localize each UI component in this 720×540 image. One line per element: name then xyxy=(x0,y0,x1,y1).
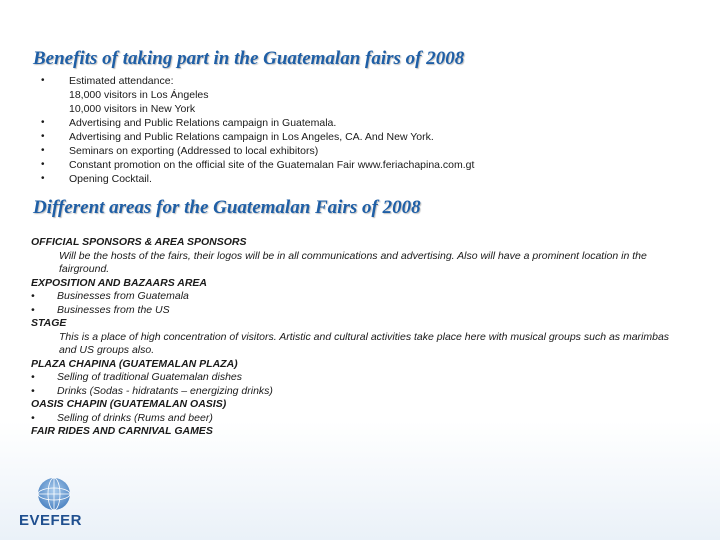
logo-text: EVEFER xyxy=(19,512,83,529)
area-heading: OFFICIAL SPONSORS & AREA SPONSORS xyxy=(31,236,247,248)
benefit-item: • Advertising and Public Relations campaign in Los Angeles, CA. And New York. xyxy=(38,130,474,144)
benefit-item: • Seminars on exporting (Addressed to local exhibitors) xyxy=(38,144,474,158)
benefit-item: 10,000 visitors in New York xyxy=(69,103,196,115)
area-heading: EXPOSITION AND BAZAARS AREA xyxy=(31,276,207,289)
area-bullet: • Businesses from the US xyxy=(31,304,681,318)
benefit-item: • Estimated attendance: xyxy=(38,74,474,88)
area-heading: STAGE xyxy=(31,317,67,329)
slide-title-areas: Different areas for the Guatemalan Fairs of 2008 xyxy=(33,197,421,218)
slide-title-benefits: Benefits of taking part in the Guatemalan fairs of 2008 xyxy=(33,48,465,69)
benefits-list xyxy=(38,74,474,186)
area-bullet: • Selling of traditional Guatemalan dishes xyxy=(31,371,681,385)
area-bullet: • Drinks (Sodas - hidratants – energizing drinks) xyxy=(31,385,681,399)
area-heading: OASIS CHAPIN (GUATEMALAN OASIS) xyxy=(31,398,227,410)
area-bullet: • Selling of drinks (Rums and beer) xyxy=(31,412,681,426)
benefit-item: • Constant promotion on the official site of the Guatemalan Fair www.feriachapina.com.gt xyxy=(38,158,474,172)
area-bullet: • Businesses from Guatemala xyxy=(31,290,681,304)
benefit-item: 18,000 visitors in Los Ángeles xyxy=(69,89,209,101)
areas-list xyxy=(31,236,681,439)
benefit-item: • Advertising and Public Relations campaign in Guatemala. xyxy=(38,116,474,130)
benefit-item: • Opening Cocktail. xyxy=(38,172,474,186)
area-heading: FAIR RIDES AND CARNIVAL GAMES xyxy=(31,425,213,437)
area-description: Will be the hosts of the fairs, their logos will be in all communications and advertising. Also will have a prominent location in the fairground. xyxy=(59,249,647,275)
area-heading: PLAZA CHAPINA (GUATEMALAN PLAZA) xyxy=(31,357,238,370)
area-description: This is a place of high concentration of visitors. Artistic and cultural activities take place here with musical groups such as marimbas and US groups also. xyxy=(59,330,670,356)
